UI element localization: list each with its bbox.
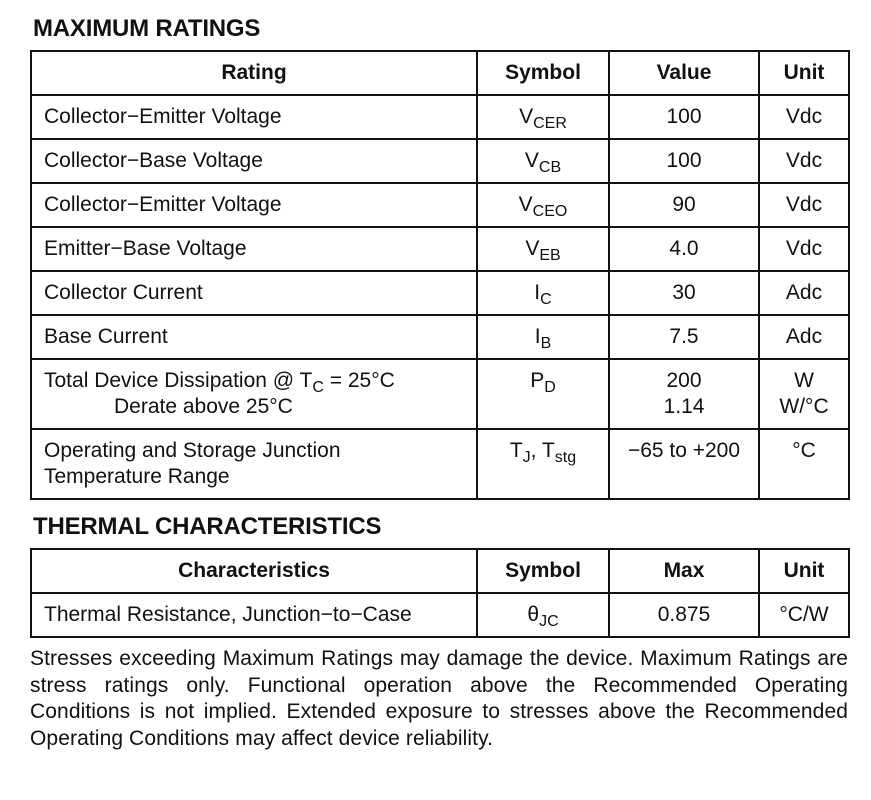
thermal-title: THERMAL CHARACTERISTICS (33, 513, 382, 540)
symbol-subscript: CER (533, 115, 567, 132)
unit-cell: Vdc (759, 183, 849, 227)
table-row-dissipation (31, 359, 849, 429)
symbol-letter: T (509, 439, 523, 462)
symbol-subscript: EB (539, 247, 561, 264)
symbol-subscript: stg (554, 449, 577, 466)
rating-line (44, 368, 464, 394)
symbol-letter: V (525, 237, 540, 260)
table-row (31, 139, 849, 183)
symbol-letter: V (524, 149, 539, 172)
unit-cell: Adc (759, 315, 849, 359)
rating-subscript: C (312, 379, 324, 396)
symbol-cell (477, 359, 609, 429)
rating-line-derate: Derate above 25°C (114, 395, 293, 418)
symbol-subscript: J (522, 449, 531, 466)
symbol-cell (477, 271, 609, 315)
symbol-cell (477, 139, 609, 183)
characteristic-cell: Thermal Resistance, Junction−to−Case (31, 593, 477, 637)
table-row (31, 95, 849, 139)
symbol-letter: I (534, 281, 541, 304)
symbol-cell (477, 593, 609, 637)
table-row (31, 271, 849, 315)
symbol-cell (477, 429, 609, 499)
rating-prefix: Total Device Dissipation @ T (44, 369, 313, 392)
value-cell: 100 (609, 95, 759, 139)
symbol-subscript: JC (539, 613, 559, 630)
header-symbol: Symbol (477, 51, 609, 95)
stress-note: Stresses exceeding Maximum Ratings may damage the device. Maximum Ratings are stress ratings only. Functional operation above the Recommended Operating Conditions is not implied. Extended exposure to stresses above the Recommended Operating Conditions may affect device reliability. (30, 647, 848, 750)
symbol-cell (477, 315, 609, 359)
table-row-temperature (31, 429, 849, 499)
table-row (31, 593, 849, 637)
rating-cell: Base Current (31, 315, 477, 359)
value-cell: 90 (609, 183, 759, 227)
rating-cell: Collector−Emitter Voltage (31, 183, 477, 227)
max-ratings-header-row (31, 51, 849, 95)
value-cell: 7.5 (609, 315, 759, 359)
value-line: 200 (666, 369, 702, 392)
symbol-subscript: CB (538, 159, 562, 176)
symbol-letter: θ (527, 603, 540, 626)
symbol-subscript: B (540, 335, 552, 352)
symbol-cell (477, 95, 609, 139)
unit-cell: Vdc (759, 95, 849, 139)
header-symbol: Symbol (477, 549, 609, 593)
value-cell: 100 (609, 139, 759, 183)
table-row (31, 315, 849, 359)
symbol-letter: P (530, 369, 545, 392)
unit-cell: Adc (759, 271, 849, 315)
header-value: Value (609, 51, 759, 95)
rating-line: Temperature Range (44, 465, 230, 488)
value-line: 1.14 (663, 395, 705, 418)
unit-cell: Vdc (759, 227, 849, 271)
rating-cell: Emitter−Base Voltage (31, 227, 477, 271)
rating-cell (31, 429, 477, 499)
value-cell: 30 (609, 271, 759, 315)
rating-cell: Collector Current (31, 271, 477, 315)
rating-line: Operating and Storage Junction (44, 439, 341, 462)
symbol-cell (477, 183, 609, 227)
rating-cell: Collector−Emitter Voltage (31, 95, 477, 139)
header-rating: Rating (31, 51, 477, 95)
header-unit: Unit (759, 549, 849, 593)
symbol-subscript: C (540, 291, 552, 308)
unit-line: W (794, 369, 814, 392)
unit-cell: Vdc (759, 139, 849, 183)
value-cell (609, 359, 759, 429)
header-characteristics: Characteristics (31, 549, 477, 593)
rating-suffix: = 25°C (323, 369, 395, 392)
rating-cell (31, 359, 477, 429)
unit-cell (759, 359, 849, 429)
header-max: Max (609, 549, 759, 593)
unit-cell: °C/W (759, 593, 849, 637)
max-ratings-table (30, 50, 850, 500)
table-row (31, 227, 849, 271)
symbol-letter: V (519, 105, 534, 128)
symbol-cell (477, 227, 609, 271)
table-row (31, 183, 849, 227)
unit-line: W/°C (779, 395, 829, 418)
value-cell: 4.0 (609, 227, 759, 271)
max-cell: 0.875 (609, 593, 759, 637)
symbol-subscript: CEO (532, 203, 568, 220)
unit-cell: °C (759, 429, 849, 499)
rating-cell: Collector−Base Voltage (31, 139, 477, 183)
thermal-table (30, 548, 850, 638)
symbol-letter: I (534, 325, 541, 348)
symbol-separator: , T (530, 439, 555, 462)
value-cell: −65 to +200 (609, 429, 759, 499)
datasheet-page (30, 14, 850, 752)
thermal-header-row (31, 549, 849, 593)
symbol-letter: V (518, 193, 533, 216)
symbol-subscript: D (544, 379, 556, 396)
max-ratings-title: MAXIMUM RATINGS (33, 15, 261, 42)
header-unit: Unit (759, 51, 849, 95)
